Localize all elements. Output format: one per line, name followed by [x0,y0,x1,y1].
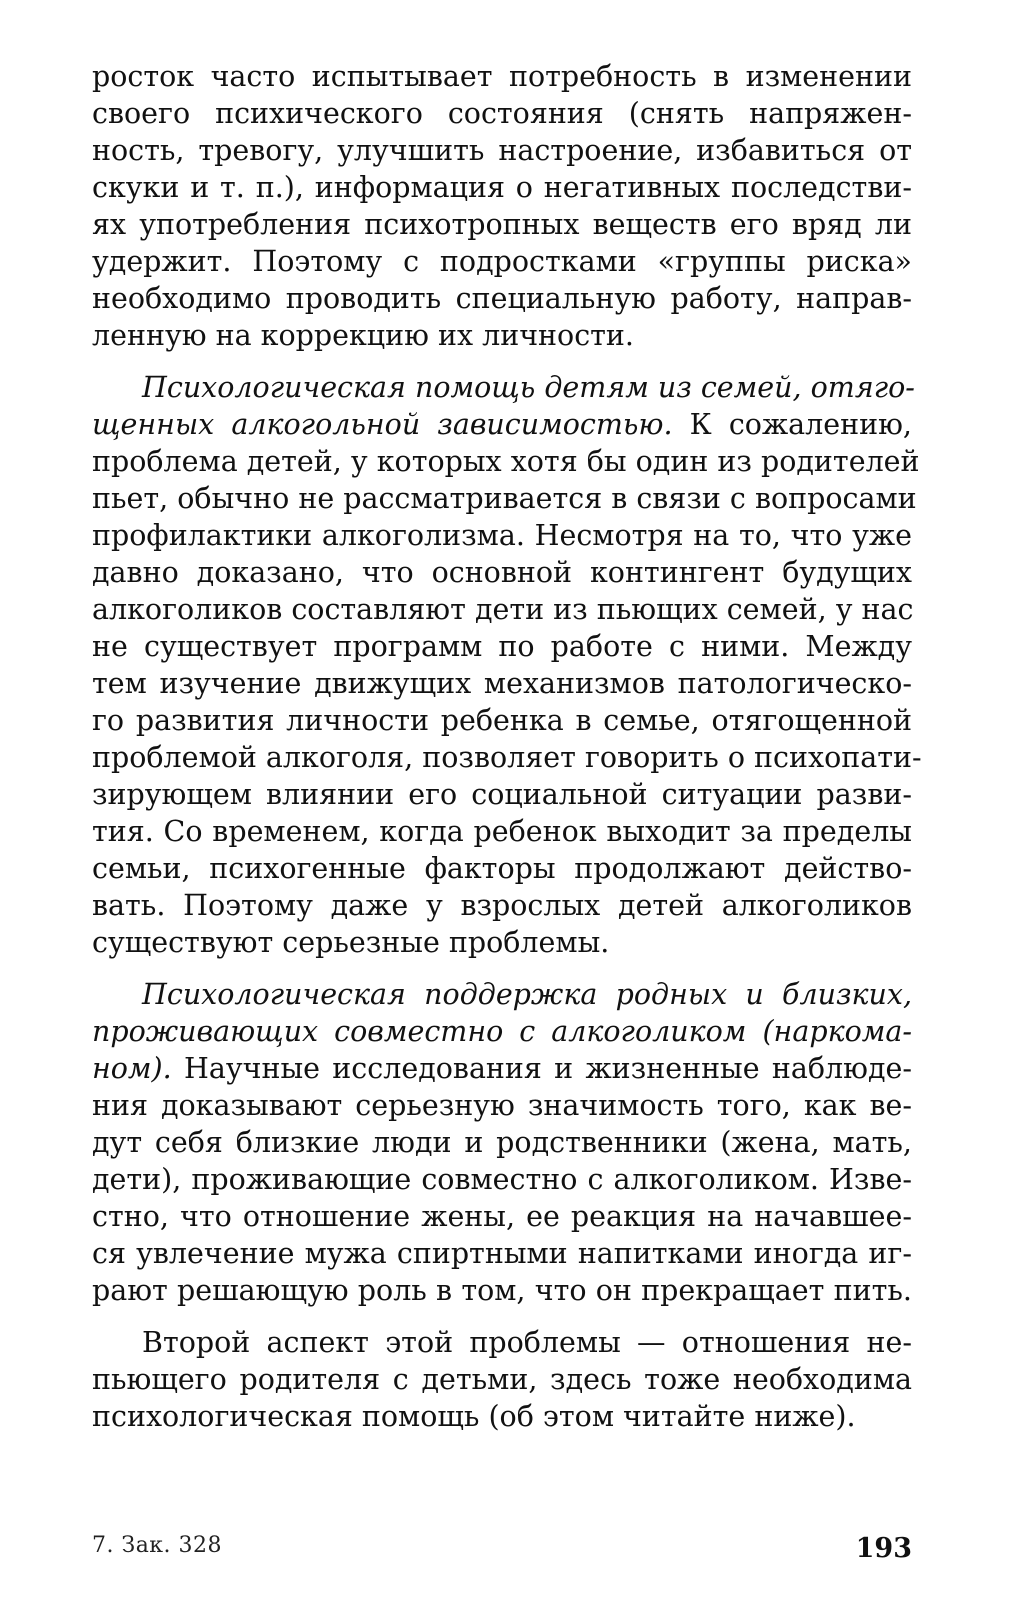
paragraph-1 [92,58,912,354]
text-line: росток часто испытывает потребность в изменении [92,60,912,93]
italic-heading: проживающих совместно с алкоголиком (наркома- [92,1015,912,1048]
text-line: ях употребления психотропных веществ его вряд ли [92,208,912,241]
text-line: пьющего родителя с детьми, здесь тоже необходима [92,1363,912,1396]
text-line: своего психического состояния (снять напряжен- [92,97,912,130]
text-line: щенных алкогольной зависимостью. К сожалению, [92,408,912,441]
text-line: стно, что отношение жены, ее реакция на начавшее- [92,1200,912,1233]
text-line: алкоголиков составляют дети из пьющих семей, у нас [92,593,914,626]
paragraph-3 [92,976,912,1309]
text-line: рают решающую роль в том, что он прекращает пить. [92,1274,912,1307]
text-line [92,369,915,406]
text-line: ния доказывают серьезную значимость того, как ве- [92,1089,912,1122]
text-line: тем изучение движущих механизмов патологическо- [92,667,912,700]
text-line: тия. Со временем, когда ребенок выходит за пределы [92,815,912,848]
italic-heading: Психологическая поддержка родных и близких, [142,978,912,1011]
text-line: вать. Поэтому даже у взрослых детей алкоголиков [92,889,912,922]
text-line: го развития личности ребенка в семье, отягощенной [92,704,912,737]
text-line: ся увлечение мужа спиртными напитками иногда иг- [92,1237,912,1270]
text-line: ном). Научные исследования и жизненные наблюде- [92,1052,912,1085]
text-line: дети), проживающие совместно с алкоголиком. Изве- [92,1163,912,1196]
text-line: дут себя близкие люди и родственники (жена, мать, [92,1126,912,1159]
text-line: профилактики алкоголизма. Несмотря на то, что уже [92,519,912,552]
text-line: удержит. Поэтому с подростками «группы риска» [92,245,912,278]
text-line: психологическая помощь (об этом читайте ниже). [92,1400,856,1433]
paragraph-4 [92,1324,912,1435]
paragraph-2 [92,369,922,961]
italic-heading: щенных алкогольной зависимостью. [92,408,673,441]
text-line: Второй аспект этой проблемы — отношения не- [142,1326,912,1359]
text-line: необходимо проводить специальную работу, направ- [92,282,912,315]
page-body [92,58,922,1435]
text-line: семьи, психогенные факторы продолжают действо- [92,852,912,885]
text-line: существуют серьезные проблемы. [92,926,610,959]
text-line: скуки и т. п.), информация о негативных последстви- [92,171,912,204]
italic-heading: Психологическая помощь детям из семей, отяго- [142,371,915,404]
text-line: проблемой алкоголя, позволяет говорить о психопати- [92,741,922,774]
text-line: давно доказано, что основной контингент будущих [92,556,912,589]
text-line: пьет, обычно не рассматривается в связи с вопросами [92,482,917,515]
page-number: 193 [855,1533,912,1564]
text-line: ность, тревогу, улучшить настроение, избавиться от [92,134,912,167]
printer-signature: 7. Зак. 328 [92,1533,223,1558]
text-line: зирующем влиянии его социальной ситуации разви- [92,778,912,811]
text-line: проблема детей, у которых хотя бы один из родителей [92,445,920,478]
text-line: не существует программ по работе с ними. Между [92,630,912,663]
text-line: ленную на коррекцию их личности. [92,319,634,352]
italic-heading: ном). [92,1052,172,1085]
